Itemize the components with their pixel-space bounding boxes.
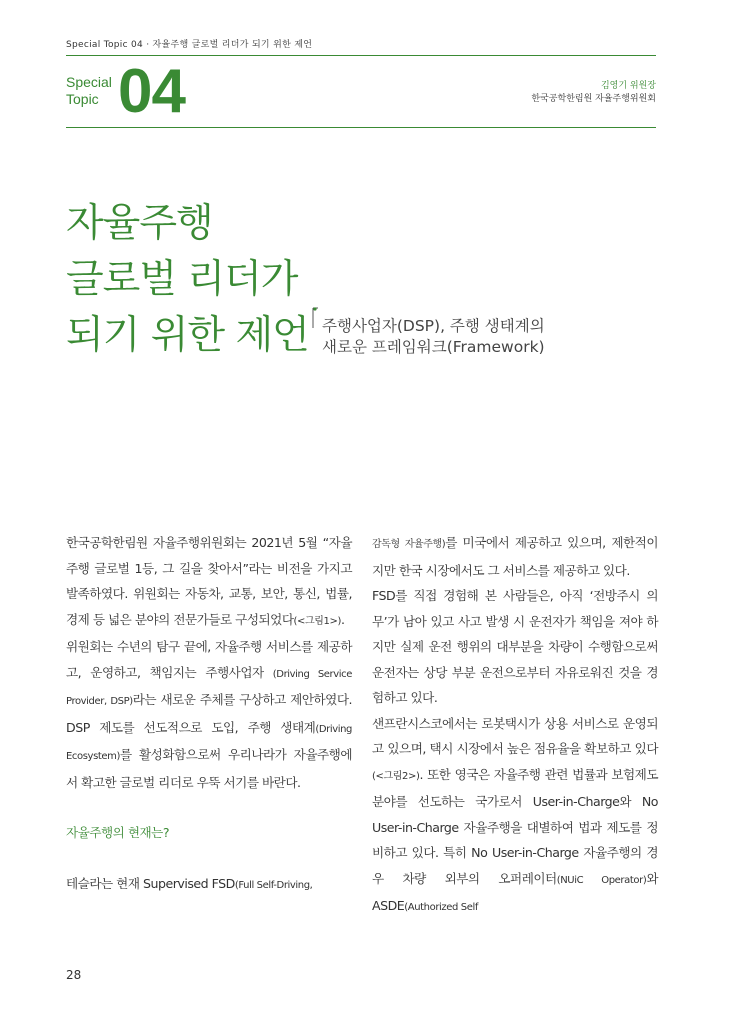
author-name: 김영기 위원장 xyxy=(600,81,656,91)
subtitle-line-2: 새로운 프레임워크(Framework) xyxy=(322,338,545,356)
body-column-right xyxy=(372,530,658,921)
text: 위원회는 수년의 탐구 끝에, 자율주행 서비스를 제공하고, 운영하고, 책임지는 주행사업자 xyxy=(66,639,352,680)
topic-number: 04 xyxy=(118,57,185,126)
paragraph: FSD를 직접 경험해 본 사람들은, 아직 ‘전방주시 의무’가 남아 있고 사고 발생 시 운전자가 책임을 져야 하지만 실제 운전 행위의 대부분을 차량이 수행함으로써 운전자는 상당 부분 운전으로부터 자유로워진 것을 경험하고 있다. xyxy=(372,588,658,705)
paragraph xyxy=(372,711,658,921)
figure-reference: (<그림2>) xyxy=(372,770,420,782)
title-line-1: 자율주행 xyxy=(66,201,213,246)
paragraph xyxy=(372,530,658,583)
english-term: (Full Self-Driving, xyxy=(234,879,313,891)
author-org: 한국공학한림원 자율주행위원회 xyxy=(531,94,656,104)
paragraph xyxy=(66,530,352,634)
text: 를 활성화함으로써 우리나라가 자율주행에서 확고한 글로벌 리더로 우뚝 서기를 바란다. xyxy=(66,747,352,790)
subtitle-line-1: 주행사업자(DSP), 주행 생태계의 xyxy=(322,317,545,335)
page-number: 28 xyxy=(66,968,82,982)
text: 를 미국에서 제공하고 있으며, 제한적이지만 한국 시장에서도 그 서비스를 제공하고 있다. xyxy=(372,535,658,578)
running-header: Special Topic 04 · 자율주행 글로벌 리더가 되기 위한 제언 xyxy=(66,40,313,50)
section-heading: 자율주행의 현재는? xyxy=(66,825,170,840)
header-rule-bottom xyxy=(66,127,656,128)
body-column-left xyxy=(66,530,352,898)
text: 라는 새로운 주체를 구상하고 제안하였다. DSP 제도를 선도적으로 도입, 주행 생태계 xyxy=(66,692,352,735)
english-term: (Driving Service Provider, DSP) xyxy=(66,668,352,707)
special-word: Special xyxy=(66,74,112,90)
subtitle xyxy=(322,316,545,358)
subtitle-bracket-icon xyxy=(312,306,319,328)
text: 한국공학한림원 자율주행위원회는 2021년 5월 “자율주행 글로벌 1등, 그 길을 찾아서”라는 비전을 가지고 발족하였다. 위원회는 자동차, 교통, 보안, 통신, 법률, 경제 등 넓은 분야의 전문가들로 구성되었다 xyxy=(66,535,352,627)
special-topic-label xyxy=(66,74,112,108)
title-line-3: 되기 위한 제언 xyxy=(66,313,309,358)
korean-term: 감독형 자율주행) xyxy=(372,539,446,550)
english-term: (NUiC Operator) xyxy=(556,874,647,886)
text: . xyxy=(340,611,345,627)
topic-word: Topic xyxy=(66,91,99,107)
title-line-2: 글로벌 리더가 xyxy=(66,257,298,302)
text: . 또한 영국은 자율주행 관련 법률과 보험제도 분야를 선도하는 국가로서 User-in-Charge와 No User-in-Charge 자율주행을 대별하여 법과 제도를 정비하고 있다. 특히 No User-in-Charge 자율주행의 경우 차량 외부의 오퍼레이터 xyxy=(372,766,658,886)
author-block xyxy=(531,80,656,106)
text: 샌프란시스코에서는 로봇택시가 상용 서비스로 운영되고 있으며, 택시 시장에서 높은 점유율을 확보하고 있다 xyxy=(372,715,658,756)
english-term: (Driving Ecosystem) xyxy=(66,723,352,762)
text: 테슬라는 현재 Supervised FSD xyxy=(66,875,235,891)
english-term: (Authorized Self xyxy=(404,902,478,913)
paragraph xyxy=(66,871,352,899)
text: 와 ASDE xyxy=(372,870,658,913)
main-title xyxy=(66,196,309,364)
paragraph xyxy=(66,634,352,795)
figure-reference: (<그림1>) xyxy=(293,615,341,627)
